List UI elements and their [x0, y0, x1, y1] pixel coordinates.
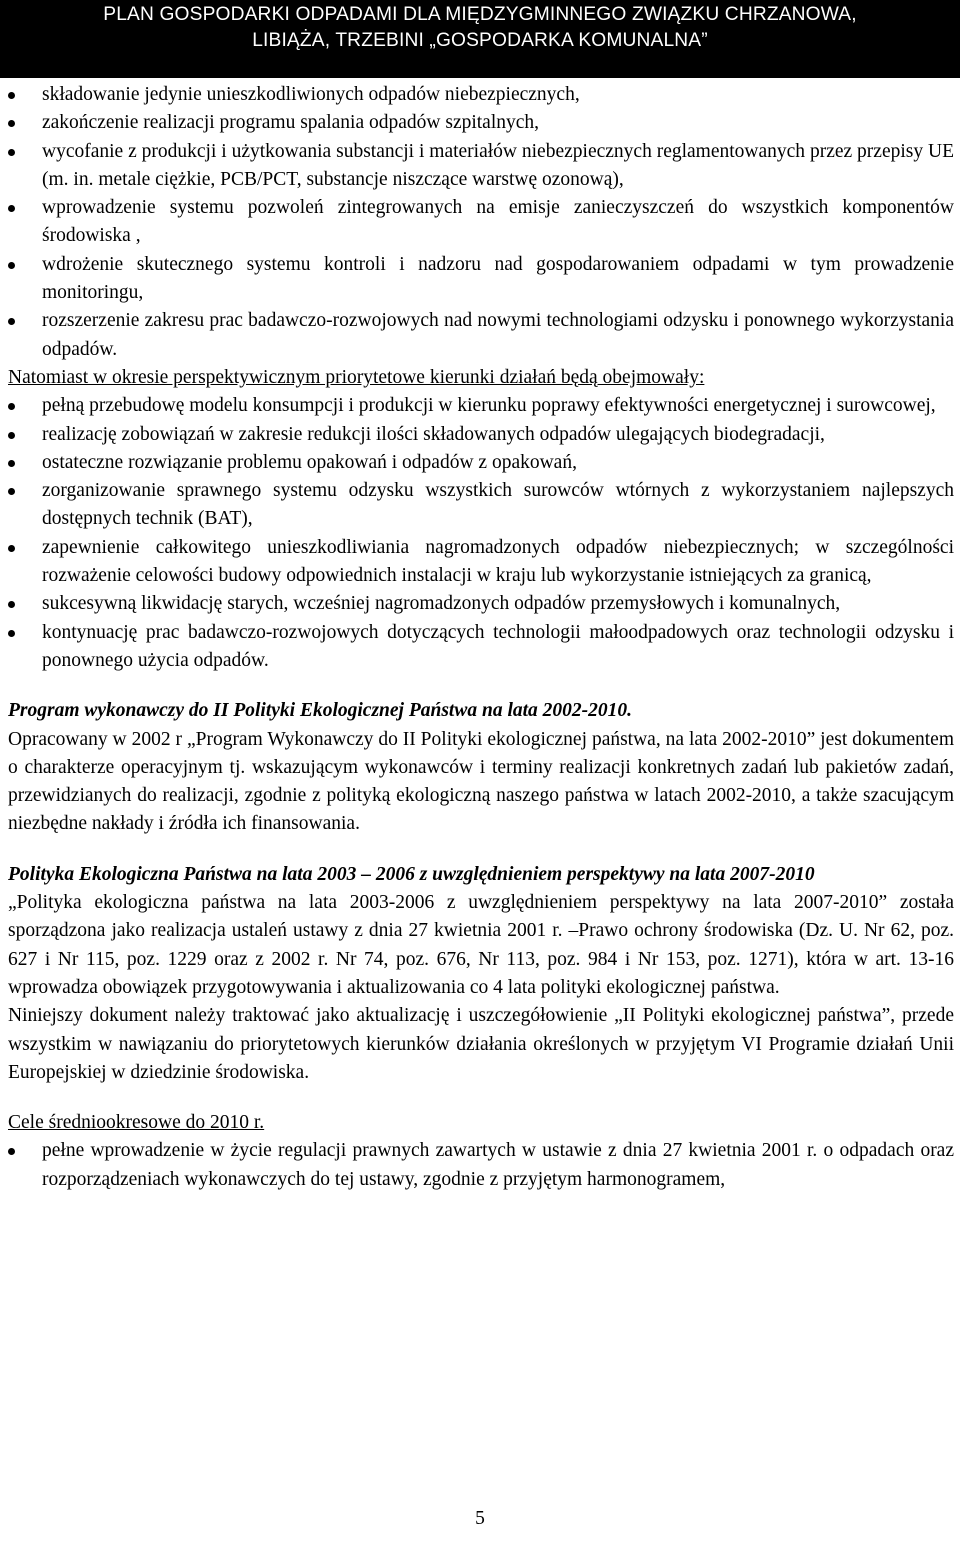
header-line-1: PLAN GOSPODARKI ODPADAMI DLA MIĘDZYGMINNEGO ZWIĄZKU CHRZANOWA, [103, 4, 857, 25]
header-line-2: LIBIĄŻA, TRZEBINI „GOSPODARKA KOMUNALNA” [252, 30, 708, 51]
list-item-text: rozszerzenie zakresu prac badawczo-rozwojowych nad nowymi technologiami odzysku i ponownego wykorzystania odpadów. [42, 310, 954, 360]
list-item-text: zorganizowanie sprawnego systemu odzysku wszystkich surowców wtórnych z wykorzystaniem najlepszych dostępnych technik (BAT), [42, 480, 954, 530]
list-item-text: pełną przebudowę modelu konsumpcji i produkcji w kierunku poprawy efektywności energetycznej i surowcowej, [42, 395, 936, 417]
bullet-icon [8, 262, 15, 269]
list-item [8, 194, 954, 251]
list-item [8, 619, 954, 676]
section-paragraph-program: Opracowany w 2002 r „Program Wykonawczy do II Polityki ekologicznej państwa, na lata 2002-2010” jest dokumentem o charakterze operacyjnym tj. wskazującym wykonawców i terminy realizacji konkretnych zadań lub pakietów zadań, przewidzianych do realizacji, zgodnie z polityką ekologiczną naszego państwa w latach 2002-2010, a także szacującym niezbędne nakłady i źródła ich finansowania. [8, 728, 954, 835]
list-item [8, 392, 954, 420]
list-item-text: sukcesywną likwidację starych, wcześniej nagromadzonych odpadów przemysłowych i komunalnych, [42, 593, 841, 615]
bullet-icon [8, 120, 15, 127]
bullet-icon [8, 318, 15, 325]
list-item-text: zakończenie realizacji programu spalania odpadów szpitalnych, [42, 112, 540, 134]
list-item-text: zapewnienie całkowitego unieszkodliwiania nagromadzonych odpadów niebezpiecznych; w szczególności rozważenie celowości budowy odpowiednich instalacji w kraju lub wykorzystanie istniejących za granicą, [42, 536, 954, 587]
document-body [8, 81, 954, 1194]
page-header [0, 0, 960, 78]
bullet-icon [8, 403, 15, 410]
bullet-icon [8, 205, 15, 212]
list-item [8, 81, 954, 109]
long-term-goals-list [8, 392, 954, 675]
section-heading-program: Program wykonawczy do II Polityki Ekologicznej Państwa na lata 2002-2010. [8, 700, 633, 722]
list-item-text: wdrożenie skutecznego systemu kontroli i nadzoru nad gospodarowaniem odpadami w tym prowadzenie monitoringu, [42, 253, 954, 304]
bullet-icon [8, 488, 15, 495]
list-item-text: wprowadzenie systemu pozwoleń zintegrowanych na emisje zanieczyszczeń do wszystkich komponentów środowiska , [42, 197, 954, 247]
list-item [8, 421, 954, 449]
list-item [8, 109, 954, 137]
bullet-icon [8, 630, 15, 637]
list-item [8, 449, 954, 477]
bullet-icon [8, 92, 15, 99]
bullet-icon [8, 601, 15, 608]
bullet-icon [8, 432, 15, 439]
bullet-icon [8, 460, 15, 467]
list-item-text: wycofanie z produkcji i użytkowania substancji i materiałów niebezpiecznych reglamentowanych przez przepisy UE (m. in. metale ciężkie, PCB/PCT, substancje niszczące warstwę ozonową), [42, 140, 954, 190]
bullet-icon [8, 545, 15, 552]
list-item-text: kontynuację prac badawczo-rozwojowych dotyczących technologii małoodpadowych oraz technologii odzysku i ponownego użycia odpadów. [42, 621, 954, 671]
list-item [8, 534, 954, 591]
page-number: 5 [475, 1508, 485, 1529]
list-item-text: składowanie jedynie unieszkodliwionych odpadów niebezpiecznych, [42, 84, 580, 105]
list-item [8, 251, 954, 308]
short-term-goals-list [8, 81, 954, 364]
long-term-heading: Natomiast w okresie perspektywicznym priorytetowe kierunki działań będą obejmowały: [8, 366, 705, 388]
list-item [8, 590, 954, 618]
list-item-text: realizację zobowiązań w zakresie redukcji ilości składowanych odpadów ulegających biodegradacji, [42, 423, 825, 445]
bullet-icon [8, 149, 15, 156]
section-paragraph-policy-1: „Polityka ekologiczna państwa na lata 2003-2006 z uwzględnieniem perspektywy na lata 2007-2010” została sporządzona jako realizacja ustaleń ustawy z dnia 27 kwietnia 2001 r. –Prawo ochrony środowiska (Dz. U. Nr 62, poz. 627 i Nr 115, poz. 1229 oraz z 2002 r. Nr 74, poz. 676, Nr 113, poz. 984 i Nr 153, poz. 1271), która w art. 13-16 wprowadza obowiązek przygotowywania i aktualizowania co 4 lata polityki ekologicznej państwa. [8, 892, 954, 998]
section-paragraph-policy-2: Niniejszy dokument należy traktować jako aktualizację i uszczegółowienie „II Polityki ekologicznej państwa”, przede wszystkim w nawiązaniu do priorytetowych kierunków działania określonych w przyjętym VI Programie działań Unii Europejskiej w dziedzinie środowiska. [8, 1005, 954, 1083]
list-item-text: pełne wprowadzenie w życie regulacji prawnych zawartych w ustawie z dnia 27 kwietnia 2001 r. o odpadach oraz rozporządzeniach wykonawczych do tej ustawy, zgodnie z przyjętym harmonogramem, [42, 1140, 954, 1190]
list-item [8, 307, 954, 364]
section-heading-policy: Polityka Ekologiczna Państwa na lata 2003 – 2006 z uwzględnieniem perspektywy na lata 2007-2010 [8, 863, 815, 885]
goals-2010-list [8, 1137, 954, 1194]
list-item [8, 477, 954, 534]
section-heading-goals-2010: Cele średniookresowe do 2010 r. [8, 1112, 265, 1134]
bullet-icon [8, 1148, 15, 1155]
list-item-text: ostateczne rozwiązanie problemu opakowań i odpadów z opakowań, [42, 451, 577, 473]
list-item [8, 1137, 954, 1194]
list-item [8, 138, 954, 195]
